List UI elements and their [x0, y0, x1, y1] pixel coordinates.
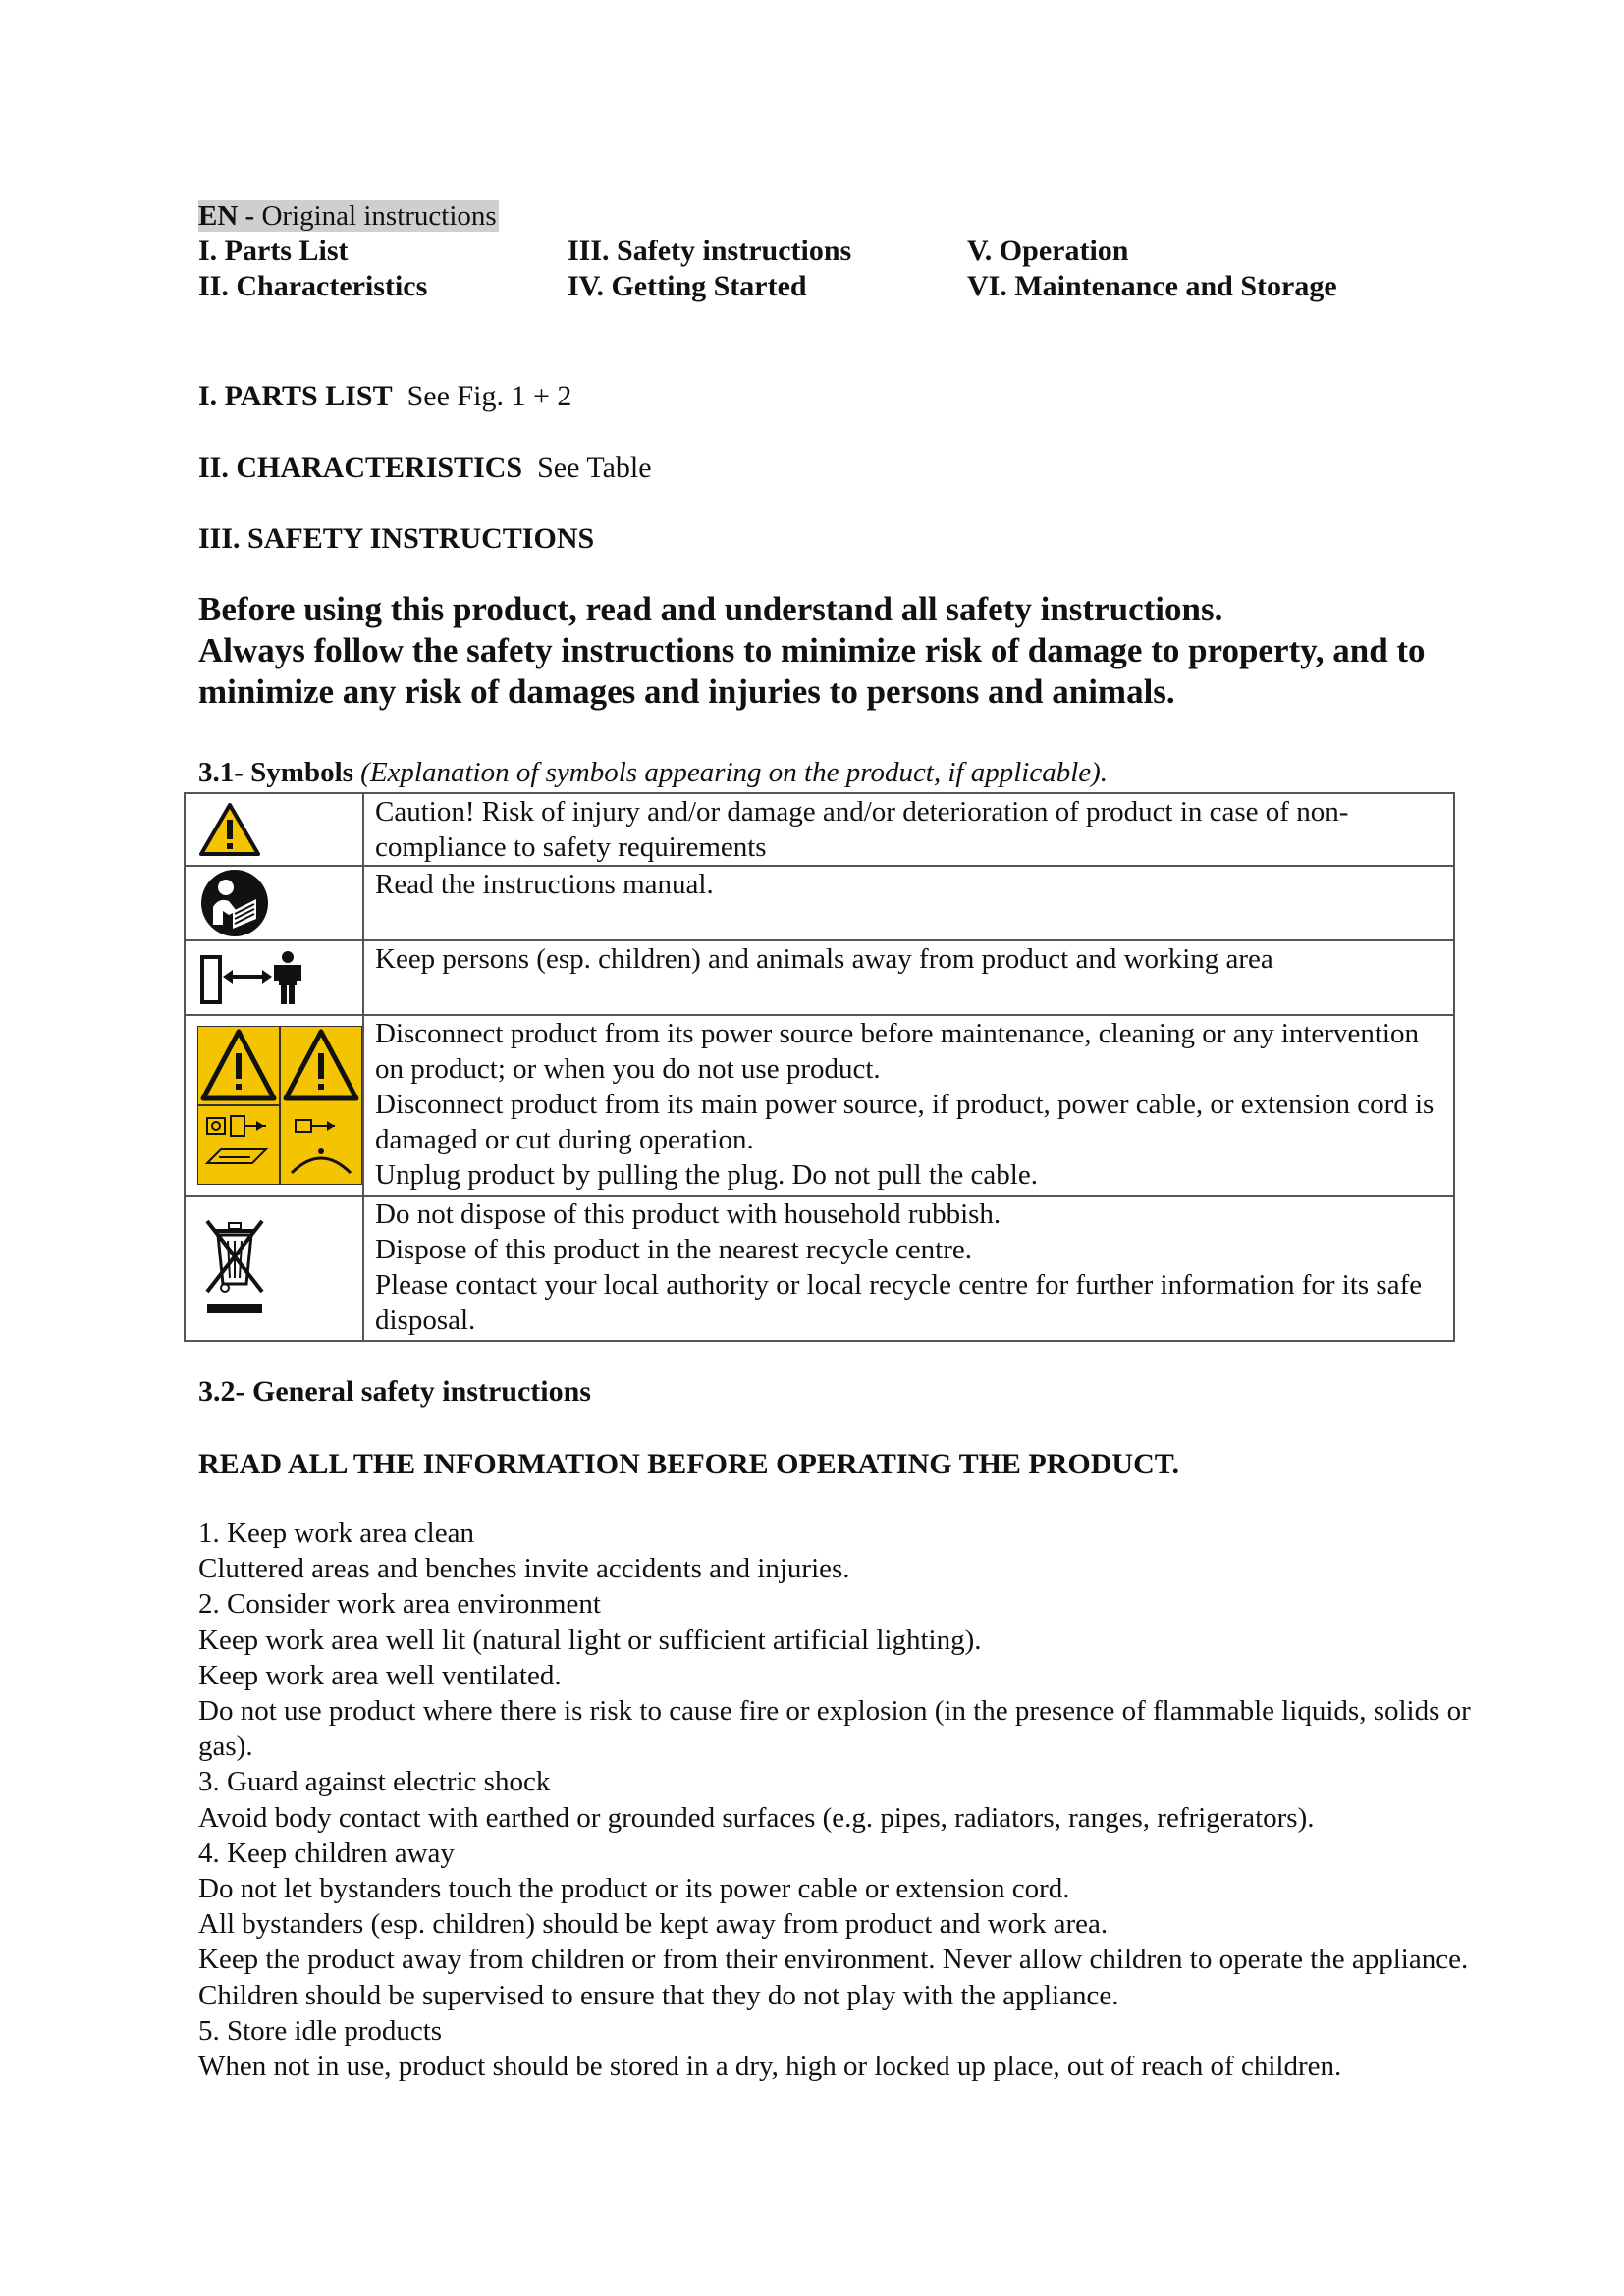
safety-title: III. SAFETY INSTRUCTIONS	[198, 522, 595, 555]
warning-line-1: Before using this product, read and understand all safety instructions.	[198, 590, 1223, 628]
safety-item-heading: 1. Keep work area clean	[198, 1518, 474, 1549]
symbol-text-cell	[363, 940, 1454, 1015]
general-safety-heading	[198, 1374, 591, 1410]
symbol-icon-cell	[185, 866, 363, 940]
symbol-row	[185, 940, 1454, 1015]
symbol-text: Dispose of this product in the nearest recycle centre.	[375, 1234, 972, 1265]
safety-item-heading: 3. Guard against electric shock	[198, 1766, 551, 1798]
safety-heading	[198, 521, 594, 557]
symbols-table	[184, 792, 1455, 1342]
language-text: Original instructions	[254, 200, 497, 232]
symbols-subtitle: (Explanation of symbols appearing on the product, if applicable).	[360, 757, 1109, 788]
symbol-text-cell	[363, 866, 1454, 940]
characteristics-heading	[198, 451, 652, 486]
general-safety-body	[198, 1516, 1475, 2084]
symbol-row	[185, 1015, 1454, 1196]
toc-item-safety: III. Safety instructions	[568, 235, 852, 267]
toc-item-maintenance: VI. Maintenance and Storage	[967, 270, 1337, 302]
toc-item-getting-started: IV. Getting Started	[568, 270, 807, 302]
symbol-row	[185, 866, 1454, 940]
safety-item-heading: 5. Store idle products	[198, 2014, 443, 2047]
symbol-text: Disconnect product from its power source before maintenance, cleaning or any intervention on product; or when you do not use product.	[375, 1018, 1419, 1085]
toc-item-operation: V. Operation	[967, 235, 1129, 267]
symbol-text: Caution! Risk of injury and/or damage and/or deterioration of product in case of non-compliance to safety requirements	[375, 796, 1349, 863]
safety-item-text: Cluttered areas and benches invite accidents and injuries.	[198, 1553, 850, 1585]
symbol-text-cell	[363, 1015, 1454, 1196]
symbol-text: Unplug product by pulling the plug. Do not pull the cable.	[375, 1159, 1038, 1191]
language-code: EN -	[198, 200, 255, 232]
safety-item-text: Do not let bystanders touch the product or its power cable or extension cord.	[198, 1873, 1070, 1905]
safety-item-text: Do not use product where there is risk to cause fire or explosion (in the presence of flammable liquids, solids or gas).	[198, 1695, 1471, 1763]
safety-item-heading: 2. Consider work area environment	[198, 1588, 601, 1621]
safety-item-heading: 4. Keep children away	[198, 1837, 455, 1869]
language-label	[198, 198, 499, 234]
symbol-row	[185, 793, 1454, 866]
safety-item-text: When not in use, product should be stored in a dry, high or locked up place, out of reach of children.	[198, 2051, 1342, 2083]
symbol-icon-cell	[185, 1015, 363, 1196]
parts-list-title: I. PARTS LIST	[198, 380, 393, 412]
general-safety-title: 3.2- General safety instructions	[198, 1375, 591, 1408]
symbol-icon-cell	[185, 940, 363, 1015]
symbol-icon-cell	[185, 1196, 363, 1341]
symbol-row	[185, 1196, 1454, 1341]
symbol-icon-cell	[185, 793, 363, 866]
parts-list-heading	[198, 379, 571, 414]
caution-triangle-icon	[199, 803, 260, 856]
read-manual-icon	[199, 868, 270, 938]
read-all-notice: READ ALL THE INFORMATION BEFORE OPERATING THE PRODUCT.	[198, 1448, 1180, 1480]
parts-list-ref: See Fig. 1 + 2	[406, 380, 572, 412]
safety-item-text: All bystanders (esp. children) should be kept away from product and work area.	[198, 1908, 1109, 1941]
safety-item-text: Keep the product away from children or from their environment. Never allow children to operate the appliance. Children should be supervised to ensure that they do not play with the appliance.	[198, 1944, 1469, 2011]
characteristics-title: II. CHARACTERISTICS	[198, 452, 523, 484]
symbol-text: Keep persons (esp. children) and animals away from product and working area	[375, 943, 1273, 975]
toc-item-characteristics: II. Characteristics	[198, 270, 428, 302]
read-all-heading	[198, 1447, 1179, 1482]
safety-item-text: Avoid body contact with earthed or grounded surfaces (e.g. pipes, radiators, ranges, refrigerators).	[198, 1801, 1315, 1834]
toc-item-parts-list: I. Parts List	[198, 235, 349, 267]
symbol-text: Please contact your local authority or local recycle centre for further information for its safe disposal.	[375, 1269, 1423, 1336]
symbol-text-cell	[363, 1196, 1454, 1341]
safety-warning	[198, 589, 1475, 713]
disconnect-power-icon	[197, 1026, 362, 1185]
symbol-text: Do not dispose of this product with household rubbish.	[375, 1199, 1001, 1230]
symbol-text-cell	[363, 793, 1454, 866]
safety-item-text: Keep work area well ventilated.	[198, 1659, 562, 1691]
keep-distance-icon	[199, 949, 305, 1006]
symbols-title: 3.1- Symbols	[198, 757, 353, 788]
characteristics-ref: See Table	[537, 452, 652, 484]
crossed-bin-icon	[203, 1219, 266, 1317]
safety-item-text: Keep work area well lit (natural light or sufficient artificial lighting).	[198, 1624, 982, 1656]
warning-line-2: Always follow the safety instructions to minimize risk of damage to property, and to minimize any risk of damages and injuries to persons and animals.	[198, 631, 1426, 711]
symbol-text: Disconnect product from its main power source, if product, power cable, or extension cord is damaged or cut during operation.	[375, 1089, 1435, 1155]
symbol-text: Read the instructions manual.	[375, 869, 714, 900]
symbols-heading	[198, 755, 1108, 790]
